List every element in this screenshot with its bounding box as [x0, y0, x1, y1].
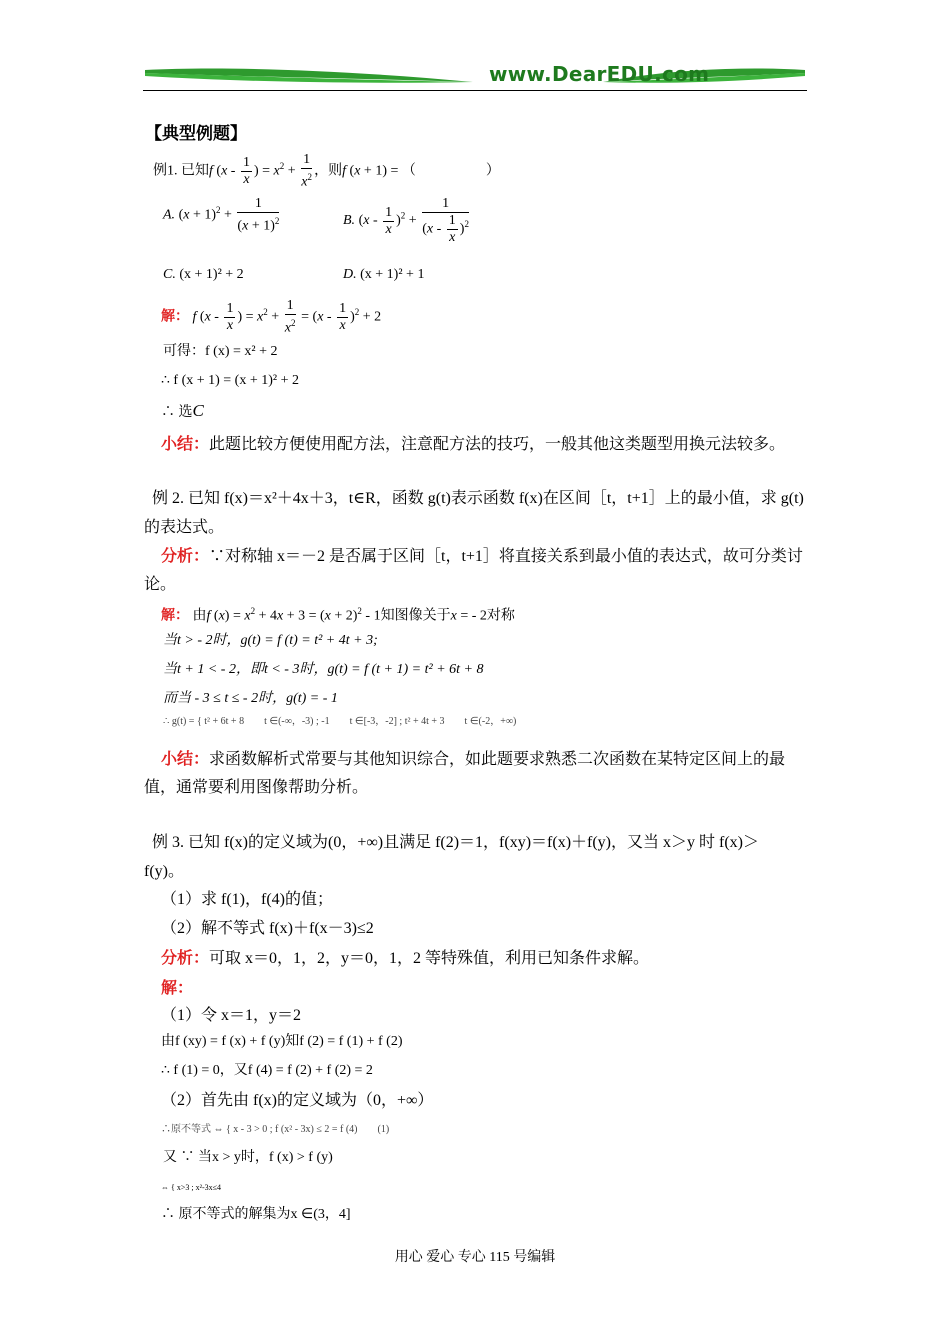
page-footer: 用心 爱心 专心 115 号编辑	[394, 1250, 556, 1265]
ex3-question-line1: 例 3. 已知 f(x)的定义域为(0，+∞)且满足 f(2)＝1，f(xy)＝f(x)＋f(y)，又当 x＞y 时 f(x)＞	[152, 834, 759, 851]
section-title: 【典型例题】	[145, 124, 247, 144]
ex1-deduce	[163, 342, 277, 362]
ex1-choose-letter: C	[192, 401, 204, 420]
ex3-solution-step3: ∴ f (1) = 0，又f (4) = f (2) + f (2) = 2	[161, 1063, 373, 1078]
ex3-analysis-label: 分析：	[161, 948, 210, 967]
ex2-question-line1: 例 2. 已知 f(x)＝x²＋4x＋3，t∈R，函数 g(t)表示函数 f(x)在区间［t，t+1］上的最小值，求 g(t)	[152, 490, 804, 507]
ex3-solution-step5: ∴原不等式 ⇔ { x - 3 > 0 ; f (x² - 3x) ≤ 2 = f (4) (1)	[161, 1124, 390, 1135]
ex2-summary-label: 小结：	[161, 749, 210, 768]
ex3-part1: （1）求 f(1)，f(4)的值；	[161, 891, 333, 908]
ex3-solution-label: 解：	[161, 978, 194, 997]
option-d-label: D.	[343, 267, 357, 282]
option-c-label: C.	[163, 267, 176, 282]
header-rule	[143, 90, 807, 91]
ex1-therefore: ∴ f (x + 1) = (x + 1)² + 2	[161, 373, 299, 388]
ex2-solution-step3: 当t + 1 < - 2，即t < - 3时，g(t) = f (t + 1) = t² + 6t + 8	[163, 662, 484, 677]
ex2-s1-mid: 知图像关于	[380, 608, 451, 624]
ex1-summary	[161, 434, 785, 455]
ex2-summary-line2: 值，通常要利用图像帮助分析。	[144, 779, 369, 796]
ex1-summary-label: 小结：	[161, 434, 210, 453]
ex1-choose-text: ∴ 选	[161, 405, 193, 420]
ex2-question-line2: 的表达式。	[144, 519, 225, 536]
ex1-q-blank: （ ）	[401, 163, 500, 179]
ex2-s1-post: 对称	[486, 608, 515, 624]
header-banner	[143, 60, 807, 92]
option-d-expr: (x + 1)² + 1	[360, 267, 425, 282]
ex3-solution-step8: ∴ 原不等式的解集为x ∈(3，4]	[161, 1207, 351, 1222]
ex3-part2: （2）解不等式 f(x)＋f(x－3)≤2	[161, 920, 374, 937]
ex2-solution-label: 解：	[161, 607, 189, 624]
option-a-label: A.	[163, 207, 176, 223]
ex2-solution-step1: 解： 由f $(x) = x^2 + 4x + 3 = (x + 2)^2 - 1$知图像关于x = - 2对称	[161, 606, 515, 624]
option-c-expr: (x + 1)² + 2	[179, 267, 244, 282]
ex1-question: 例1. 已知f (x - $\frac{1}{x}$ ) = $x^2$ + $\frac{1}{x^2}$ ，则f (x + 1) = （ ）	[153, 152, 500, 190]
ex1-q-post: ，则	[314, 163, 343, 179]
ex1-choose	[161, 401, 204, 423]
ex3-solution-step4: （2）首先由 f(x)的定义域为（0，+∞）	[161, 1092, 434, 1109]
ex2-solution-step2: 当t > - 2时，g(t) = f (t) = t² + 4t + 3;	[163, 633, 378, 648]
ex3-solution-step1: （1）令 x＝1，y＝2	[161, 1007, 302, 1024]
ex1-option-d	[343, 265, 424, 285]
ex1-option-c	[163, 265, 244, 285]
ex2-analysis-text: ∵对称轴 x＝－2 是否属于区间［t，t+1］将直接关系到最小值的表达式，故可分类讨	[209, 548, 803, 565]
ex1-solution-label: 解：	[161, 308, 189, 325]
ex1-solution: 解： f (x - $\frac{1}{x}$ ) = $x^2$ + $\frac{1}{x^2}$ = (x - $\frac{1}{x}$ )$^2$ + 2	[161, 298, 382, 336]
ex3-analysis-text: 可取 x＝0，1，2，y＝0，1，2 等特殊值，利用已知条件求解。	[209, 950, 650, 967]
ex3-solution-label-line	[161, 978, 193, 999]
ex1-q-pre: 例1. 已知	[153, 163, 209, 179]
ex2-analysis-label: 分析：	[161, 546, 210, 565]
ex2-s1-pre: 由	[192, 608, 207, 624]
ex3-solution-step2: 由f (xy) = f (x) + f (y)知f (2) = f (1) + f (2)	[161, 1034, 403, 1049]
ex1-deduce-label: 可得：	[163, 344, 205, 359]
ex2-solution-step4: 而当 - 3 ≤ t ≤ - 2时，g(t) = - 1	[163, 691, 338, 706]
ex3-solution-step6: 又 ∵ 当x > y时，f (x) > f (y)	[163, 1150, 333, 1165]
option-b-label: B.	[343, 213, 356, 229]
ex3-analysis	[161, 948, 649, 969]
site-logo-text: www.DearEDU.com	[489, 62, 710, 86]
ex1-option-b: B. (x - $\frac{1}{x}$ )$^2$ + 1 (x - $\frac{1}{x}$ )$^2$	[343, 196, 469, 245]
ex2-analysis	[161, 546, 803, 567]
ex2-summary-text: 求函数解析式常要与其他知识综合，如此题要求熟悉二次函数在某特定区间上的最	[209, 751, 786, 768]
ex3-question-line2: f(y)。	[144, 863, 184, 880]
ex2-analysis-line2: 论。	[144, 576, 177, 593]
ex2-summary	[161, 749, 785, 770]
ex1-option-a: A. $(x + 1)^2$ + $\frac{1}{(x + 1)^2}$	[163, 196, 280, 234]
ex3-solution-step7: ⇔ { x>3 ; x²-3x≤4	[161, 1183, 222, 1192]
ex1-deduce-expr: f (x) = x² + 2	[205, 344, 278, 359]
ex1-summary-text: 此题比较方便使用配方法，注意配方法的技巧，一般其他这类题型用换元法较多。	[209, 436, 786, 453]
ex2-solution-piecewise: ∴ g(t) = { t² + 6t + 8 t ∈(-∞，-3) ; -1 t ∈[-3，-2] ; t² + 4t + 3 t ∈(-2，+∞)	[163, 716, 517, 727]
